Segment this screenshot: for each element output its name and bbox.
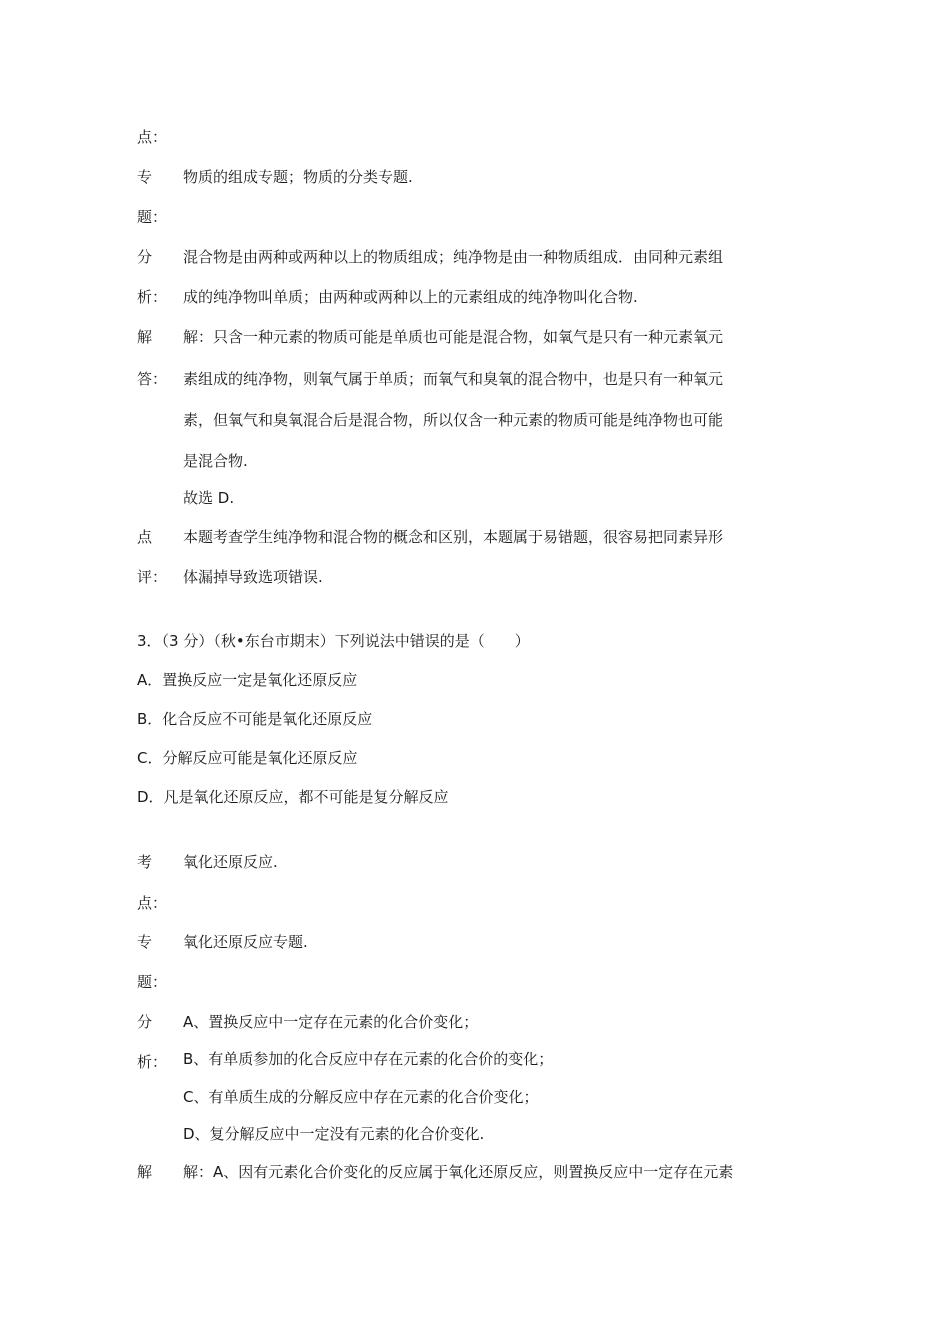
answer-label-bottom: 答： xyxy=(137,370,168,388)
analysis-line: 成的纯净物叫单质；由两种或两种以上的元素组成的纯净物叫化合物. xyxy=(183,288,638,306)
answer-line: 素，但氧气和臭氧混合后是混合物，所以仅含一种元素的物质可能是纯净物也可能 xyxy=(183,411,724,429)
comment-line: 体漏掉导致选项错误. xyxy=(183,568,323,586)
option-b: B．化合反应不可能是氧化还原反应 xyxy=(137,710,373,728)
comment-label-bottom: 评： xyxy=(137,568,168,586)
answer-line: 是混合物. xyxy=(183,452,248,470)
topic-label-top: 专 xyxy=(137,168,153,186)
analysis-label-top: 分 xyxy=(137,1013,153,1031)
kaodian-label-top: 考 xyxy=(137,853,153,871)
answer-line: 素组成的纯净物，则氧气属于单质；而氧气和臭氧的混合物中，也是只有一种氧元 xyxy=(183,370,724,388)
option-d: D．凡是氧化还原反应，都不可能是复分解反应 xyxy=(137,788,449,806)
option-a: A．置换反应一定是氧化还原反应 xyxy=(137,671,358,689)
comment-label-top: 点 xyxy=(137,528,153,546)
answer-label-top: 解 xyxy=(137,328,153,346)
analysis-line: 混合物是由两种或两种以上的物质组成；纯净物是由一种物质组成．由同种元素组 xyxy=(183,248,724,266)
analysis-line: D、复分解反应中一定没有元素的化合价变化. xyxy=(183,1125,485,1143)
answer-choice: 故选 D. xyxy=(183,489,235,507)
analysis-label-bottom: 析： xyxy=(137,1053,168,1071)
question-stem: 3．（3 分）（秋•东台市期末）下列说法中错误的是（ ） xyxy=(137,632,530,650)
analysis-line: A、置换反应中一定存在元素的化合价变化； xyxy=(183,1013,479,1031)
topic-text: 氧化还原反应专题. xyxy=(183,933,308,951)
kaodian-text: 氧化还原反应. xyxy=(183,853,278,871)
answer-line: 解：A、因有元素化合价变化的反应属于氧化还原反应，则置换反应中一定存在元素 xyxy=(183,1163,734,1181)
analysis-line: B、有单质参加的化合反应中存在元素的化合价的变化； xyxy=(183,1050,554,1068)
topic-label-top: 专 xyxy=(137,933,153,951)
kaodian-label-tail: 点： xyxy=(137,128,168,146)
analysis-line: C、有单质生成的分解反应中存在元素的化合价变化； xyxy=(183,1088,539,1106)
comment-line: 本题考查学生纯净物和混合物的概念和区别，本题属于易错题，很容易把同素异形 xyxy=(183,528,724,546)
topic-label-bottom: 题： xyxy=(137,973,168,991)
answer-line: 解：只含一种元素的物质可能是单质也可能是混合物，如氧气是只有一种元素氧元 xyxy=(183,328,724,346)
analysis-label-bottom: 析： xyxy=(137,288,168,306)
topic-text: 物质的组成专题；物质的分类专题. xyxy=(183,168,413,186)
kaodian-label-bottom: 点： xyxy=(137,894,168,912)
option-c: C．分解反应可能是氧化还原反应 xyxy=(137,749,358,767)
analysis-label-top: 分 xyxy=(137,248,153,266)
topic-label-bottom: 题： xyxy=(137,208,168,226)
answer-label-top: 解 xyxy=(137,1163,153,1181)
